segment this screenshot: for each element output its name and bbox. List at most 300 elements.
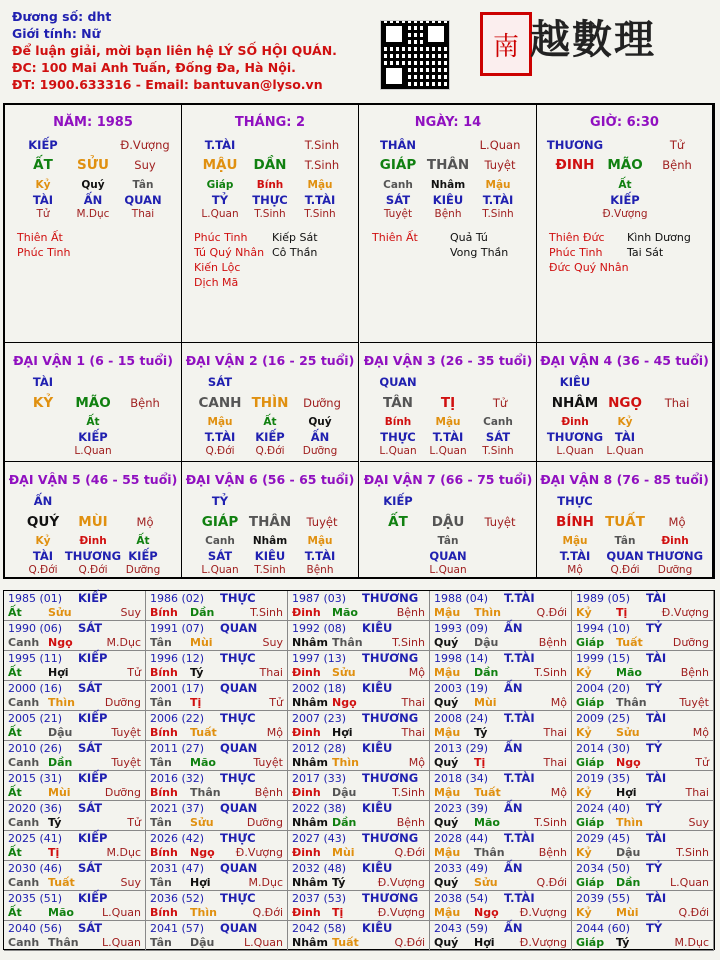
year-god: SÁT: [78, 621, 103, 635]
year-branch: Dậu: [48, 726, 73, 739]
year-stage: Q.Đới: [394, 846, 425, 859]
year-god: ẤN: [504, 921, 523, 935]
year-stage: M.Dục: [106, 636, 141, 649]
year-branch: Dần: [190, 606, 215, 619]
hidden-stem: Tân: [614, 535, 636, 547]
year-cell: [146, 681, 288, 711]
year-god: QUAN: [220, 741, 258, 755]
contact-phone-email: ĐT: 1900.633316 - Email: bantuvan@lyso.vn: [12, 77, 323, 92]
year-label: 2038 (54): [434, 892, 489, 905]
star-label: Dịch Mã: [194, 276, 239, 289]
dai-van-title: ĐẠI VẬN 6 (56 - 65 tuổi): [185, 472, 355, 487]
year-branch: Thân: [48, 936, 79, 949]
year-stem: Bính: [150, 606, 178, 619]
year-stem: Tân: [150, 876, 172, 889]
year-cell: [4, 711, 146, 741]
year-branch: Mão: [190, 756, 216, 769]
subject-name: Đương số: dht: [12, 9, 112, 24]
year-stem: Đinh: [292, 846, 321, 859]
year-branch: Ngọ: [48, 636, 73, 649]
dai-van-branch: MÙI: [78, 514, 108, 530]
dai-van-title: ĐẠI VẬN 4 (36 - 45 tuổi): [540, 353, 709, 368]
dai-van-branch: MÃO: [75, 395, 111, 411]
hidden-stage: L.Quan: [606, 445, 644, 457]
year-stage: Suy: [120, 606, 141, 619]
year-god: TÀI: [646, 651, 667, 665]
year-label: 2016 (32): [150, 772, 205, 785]
year-branch: Dậu: [616, 846, 641, 859]
year-cell: [430, 771, 572, 801]
year-stem: Tân: [150, 696, 172, 709]
year-stem: Nhâm: [292, 876, 328, 889]
hidden-god: SÁT: [385, 193, 411, 207]
year-stem: Bính: [150, 666, 178, 679]
year-stage: Suy: [262, 636, 283, 649]
pillar-god: THÂN: [380, 138, 416, 152]
year-stem: Kỷ: [576, 666, 592, 679]
dai-van-stem: CANH: [198, 395, 242, 411]
year-cell: [572, 651, 714, 681]
year-stem: Canh: [8, 756, 40, 769]
year-god: T.TÀI: [504, 771, 535, 785]
qr-code-icon[interactable]: [380, 20, 450, 90]
year-stage: T.Sinh: [392, 786, 425, 799]
year-branch: Ngọ: [332, 696, 357, 709]
dai-van-cell: [5, 462, 182, 579]
year-stem: Canh: [8, 816, 40, 829]
year-god: THỰC: [220, 831, 256, 845]
dai-van-stage: Bệnh: [130, 396, 160, 410]
dai-van-stem: TÂN: [383, 395, 413, 411]
year-stage: Tử: [127, 816, 141, 829]
hidden-stage: Q.Đới: [255, 445, 285, 457]
dai-van-stem: BÍNH: [556, 514, 594, 530]
hidden-stem: Mậu: [307, 535, 333, 547]
year-cell: [288, 591, 430, 621]
year-cell: [572, 831, 714, 861]
year-god: THƯƠNG: [362, 891, 419, 905]
year-stem: Canh: [8, 936, 40, 949]
year-god: THỰC: [220, 771, 256, 785]
hidden-stage: Q.Đới: [610, 564, 640, 576]
pillar-title: THÁNG: 2: [234, 115, 306, 130]
year-label: 2032 (48): [292, 862, 347, 875]
year-branch: Mùi: [474, 696, 497, 709]
dai-van-title: ĐẠI VẬN 1 (6 - 15 tuổi): [13, 353, 173, 368]
year-god: ẤN: [504, 741, 523, 755]
year-stem: Nhâm: [292, 756, 328, 769]
hidden-stem: Tân: [132, 179, 154, 191]
year-label: 2018 (34): [434, 772, 489, 785]
year-stem: Bính: [150, 786, 178, 799]
year-label: 2002 (18): [292, 682, 347, 695]
year-cell: [4, 591, 146, 621]
year-branch: Tuất: [48, 876, 75, 889]
year-branch: Mùi: [48, 786, 71, 799]
year-god: TÀI: [646, 891, 667, 905]
year-stem: Quý: [434, 876, 459, 889]
year-branch: Tị: [616, 606, 628, 619]
year-stem: Đinh: [292, 606, 321, 619]
year-cell: [146, 711, 288, 741]
year-cell: [4, 651, 146, 681]
year-god: TỶ: [646, 621, 663, 635]
year-cell: [430, 591, 572, 621]
year-stem: Bính: [150, 846, 178, 859]
pillar-stage-top: Tử: [669, 138, 685, 152]
hidden-stem: Đinh: [561, 416, 589, 428]
year-branch: Tý: [48, 816, 62, 829]
year-stage: T.Sinh: [534, 816, 567, 829]
dai-van-god: QUAN: [379, 375, 417, 389]
hidden-god: T.TÀI: [482, 193, 514, 207]
header-info: [12, 8, 337, 93]
year-stage: Tuyệt: [111, 726, 141, 739]
year-stem: Nhâm: [292, 816, 328, 829]
dai-van-god: KIÊU: [559, 375, 591, 389]
year-branch: Hợi: [190, 876, 211, 889]
year-branch: Hợi: [616, 786, 637, 799]
year-branch: Mùi: [616, 906, 639, 919]
year-god: SÁT: [78, 681, 103, 695]
pillar-stage: Suy: [134, 158, 156, 172]
pillar-cell: [5, 105, 182, 343]
year-branch: Tuất: [474, 786, 501, 799]
year-branch: Ngọ: [616, 756, 641, 769]
star-label: Cô Thần: [272, 246, 318, 259]
dai-van-cell: [182, 343, 359, 462]
year-label: 1989 (05): [576, 592, 631, 605]
year-branch: Sửu: [48, 606, 72, 619]
hidden-stem: Canh: [205, 535, 235, 547]
hidden-stage: Q.Đới: [205, 445, 235, 457]
hidden-god: KIẾP: [255, 430, 285, 444]
hidden-stage: Q.Đới: [28, 564, 58, 576]
year-stem: Mậu: [434, 606, 461, 619]
year-label: 2023 (39): [434, 802, 489, 815]
star-label: Tai Sát: [627, 246, 664, 259]
year-label: 2041 (57): [150, 922, 205, 935]
hidden-god: TỶ: [211, 193, 229, 207]
hidden-stem: Quý: [81, 179, 105, 191]
year-label: 2014 (30): [576, 742, 631, 755]
year-stage: M.Dục: [248, 876, 283, 889]
pillar-stem: GIÁP: [379, 157, 417, 173]
hidden-stem: Ất: [263, 416, 277, 428]
year-branch: Mùi: [332, 846, 355, 859]
year-god: KIẾP: [78, 771, 108, 785]
year-god: SÁT: [78, 921, 103, 935]
year-stem: Ất: [8, 606, 22, 619]
year-stem: Giáp: [576, 756, 605, 769]
year-cell: [288, 681, 430, 711]
pillar-title: NĂM: 1985: [53, 115, 133, 130]
year-cell: [430, 741, 572, 771]
year-stem: Kỷ: [576, 786, 592, 799]
year-label: 1995 (11): [8, 652, 63, 665]
pillar-stage: Bệnh: [662, 158, 692, 172]
year-cell: [572, 621, 714, 651]
year-label: 2017 (33): [292, 772, 347, 785]
hidden-stage: Dưỡng: [302, 445, 338, 457]
pillar-stem: MẬU: [202, 157, 238, 173]
year-god: KIÊU: [362, 681, 393, 695]
hidden-god: T.TÀI: [304, 549, 336, 563]
star-label: Kình Dương: [627, 231, 691, 244]
hidden-stem: Kỷ: [617, 416, 633, 428]
year-cell: [4, 861, 146, 891]
hidden-god: THỰC: [380, 430, 416, 444]
year-cell: [288, 921, 430, 951]
year-stage: Thai: [543, 726, 567, 739]
chart-grid: [3, 103, 715, 579]
star-label: Kiếp Sát: [272, 231, 318, 244]
hidden-stage: Dưỡng: [657, 564, 693, 576]
hidden-stem: Kỷ: [35, 535, 51, 547]
year-label: 2027 (43): [292, 832, 347, 845]
year-god: T.TÀI: [504, 831, 535, 845]
year-label: 2024 (40): [576, 802, 631, 815]
hidden-god: T.TÀI: [432, 430, 464, 444]
year-branch: Thìn: [190, 906, 217, 919]
year-label: 2004 (20): [576, 682, 631, 695]
pillar-god: THƯƠNG: [546, 138, 604, 152]
year-god: TỶ: [646, 681, 663, 695]
pillar-branch: MÃO: [607, 157, 643, 173]
year-cell: [572, 771, 714, 801]
year-label: 2030 (46): [8, 862, 63, 875]
dai-van-stage: Dưỡng: [303, 396, 341, 410]
dai-van-stage: Tử: [492, 396, 508, 410]
year-god: ẤN: [504, 621, 523, 635]
hidden-stage: Tuyệt: [383, 208, 413, 220]
year-stem: Tân: [150, 816, 172, 829]
year-stage: Mộ: [408, 666, 425, 679]
star-label: Phúc Tinh: [17, 246, 71, 259]
year-branch: Mão: [616, 666, 642, 679]
hidden-god: THỰC: [252, 193, 288, 207]
pillar-stage-top: Đ.Vượng: [120, 138, 170, 152]
hidden-god: QUAN: [606, 549, 644, 563]
star-label: Thiên Đức: [549, 231, 605, 244]
year-branch: Thân: [190, 786, 221, 799]
year-stage: Mộ: [692, 726, 709, 739]
year-label: 2003 (19): [434, 682, 489, 695]
year-label: 2020 (36): [8, 802, 63, 815]
year-stage: Đ.Vượng: [235, 846, 283, 859]
year-cell: [146, 621, 288, 651]
year-label: 1997 (13): [292, 652, 347, 665]
year-stem: Mậu: [434, 726, 461, 739]
year-branch: Mão: [474, 816, 500, 829]
year-stage: Đ.Vượng: [519, 936, 567, 949]
hidden-stem: Nhâm: [430, 179, 466, 191]
hidden-stem: Bính: [384, 416, 412, 428]
year-cell: [288, 891, 430, 921]
hidden-stage: Bệnh: [434, 208, 462, 220]
year-stem: Quý: [434, 816, 459, 829]
year-stem: Kỷ: [576, 846, 592, 859]
year-branch: Dần: [48, 756, 73, 769]
year-stem: Giáp: [576, 876, 605, 889]
year-branch: Hợi: [332, 726, 353, 739]
year-branch: Dần: [474, 666, 499, 679]
year-stage: Dưỡng: [104, 696, 141, 709]
year-branch: Thân: [474, 846, 505, 859]
year-stage: Bệnh: [254, 786, 283, 799]
hidden-god: QUAN: [429, 549, 467, 563]
dai-van-god: TỶ: [211, 494, 229, 508]
hidden-stem: Đinh: [79, 535, 107, 547]
year-branch: Mão: [48, 906, 74, 919]
year-label: 2012 (28): [292, 742, 347, 755]
star-label: Đức Quý Nhân: [549, 261, 629, 274]
dai-van-cell: [5, 343, 182, 462]
year-label: 2043 (59): [434, 922, 489, 935]
year-stem: Ất: [8, 726, 22, 739]
dai-van-title: ĐẠI VẬN 8 (76 - 85 tuổi): [540, 472, 709, 487]
hidden-stem: Kỷ: [35, 179, 51, 191]
year-cell: [4, 831, 146, 861]
year-branch: Tuất: [332, 936, 359, 949]
year-branch: Sửu: [616, 726, 640, 739]
pillar-cell: [360, 105, 537, 343]
year-stem: Đinh: [292, 726, 321, 739]
year-cell: [288, 711, 430, 741]
dai-van-stage: Tuyệt: [306, 515, 338, 529]
year-stage: Bệnh: [396, 816, 425, 829]
hidden-stage: L.Quan: [379, 445, 417, 457]
year-god: THƯƠNG: [362, 831, 419, 845]
year-stage: Thai: [259, 666, 283, 679]
year-branch: Tị: [474, 756, 486, 769]
seal-stamp: 南: [480, 12, 532, 76]
dai-van-god: TÀI: [32, 375, 54, 389]
year-stem: Giáp: [576, 696, 605, 709]
year-stem: Ất: [8, 906, 22, 919]
year-god: QUAN: [220, 681, 258, 695]
dai-van-stage: Mộ: [668, 515, 686, 529]
year-label: 2005 (21): [8, 712, 63, 725]
year-god: KIÊU: [362, 741, 393, 755]
dai-van-stage: Mộ: [136, 515, 154, 529]
year-cell: [430, 801, 572, 831]
year-cell: [430, 891, 572, 921]
year-branch: Tuất: [190, 726, 217, 739]
year-god: THỰC: [220, 891, 256, 905]
year-stem: Tân: [150, 936, 172, 949]
year-god: TỶ: [646, 921, 663, 935]
year-stage: Đ.Vượng: [377, 876, 425, 889]
year-cell: [146, 891, 288, 921]
year-branch: Thìn: [332, 756, 359, 769]
year-stage: Q.Đới: [536, 606, 567, 619]
hidden-stem: Giáp: [206, 179, 234, 191]
year-branch: Mão: [332, 606, 358, 619]
hidden-stem: Tân: [437, 535, 459, 547]
year-label: 2036 (52): [150, 892, 205, 905]
year-stage: Q.Đới: [394, 936, 425, 949]
year-stage: Tử: [269, 696, 283, 709]
year-god: THƯƠNG: [362, 711, 419, 725]
year-god: THỰC: [220, 591, 256, 605]
year-cell: [4, 741, 146, 771]
year-cell: [146, 771, 288, 801]
year-stem: Canh: [8, 876, 40, 889]
dai-van-branch: THÂN: [248, 514, 292, 530]
dai-van-title: ĐẠI VẬN 2 (16 - 25 tuổi): [185, 353, 355, 368]
year-stage: T.Sinh: [250, 606, 283, 619]
year-branch: Ngọ: [474, 906, 499, 919]
hidden-stage: Dưỡng: [125, 564, 161, 576]
year-stem: Canh: [8, 636, 40, 649]
year-stem: Mậu: [434, 666, 461, 679]
year-branch: Tị: [190, 696, 202, 709]
year-stem: Ất: [8, 666, 22, 679]
year-stage: Suy: [120, 876, 141, 889]
year-cell: [430, 711, 572, 741]
hidden-stage: Mộ: [567, 564, 583, 576]
hidden-stem: Ất: [86, 416, 100, 428]
year-cell: [430, 861, 572, 891]
year-branch: Tị: [48, 846, 60, 859]
hidden-stem: Đinh: [661, 535, 689, 547]
year-stage: Dưỡng: [104, 786, 141, 799]
hidden-god: KIẾP: [78, 430, 108, 444]
year-cell: [430, 921, 572, 951]
year-label: 1999 (15): [576, 652, 631, 665]
dai-van-stem: QUÝ: [26, 514, 60, 530]
year-stage: Bệnh: [680, 666, 709, 679]
year-stem: Đinh: [292, 786, 321, 799]
star-label: Vong Thần: [450, 246, 509, 259]
hidden-stage: Q.Đới: [78, 564, 108, 576]
dai-van-branch: NGỌ: [608, 395, 642, 411]
year-branch: Thìn: [474, 606, 501, 619]
year-stage: Thai: [401, 696, 425, 709]
hidden-stage: L.Quan: [74, 445, 112, 457]
pillar-stage-top: L.Quan: [479, 138, 521, 152]
year-stage: Tuyệt: [111, 756, 141, 769]
year-cell: [572, 711, 714, 741]
hidden-stage: L.Quan: [429, 564, 467, 576]
year-branch: Dậu: [332, 786, 357, 799]
year-branch: Ngọ: [190, 846, 215, 859]
year-label: 2000 (16): [8, 682, 63, 695]
year-stem: Quý: [434, 636, 459, 649]
year-label: 2039 (55): [576, 892, 631, 905]
year-branch: Dậu: [190, 936, 215, 949]
year-label: 1990 (06): [8, 622, 63, 635]
year-god: T.TÀI: [504, 711, 535, 725]
dai-van-title: ĐẠI VẬN 7 (66 - 75 tuổi): [363, 472, 533, 487]
year-label: 2011 (27): [150, 742, 205, 755]
hidden-god: THƯƠNG: [646, 549, 704, 563]
hidden-god: QUAN: [124, 193, 162, 207]
year-stage: L.Quan: [102, 906, 141, 919]
pillar-branch: THÂN: [426, 157, 470, 173]
year-label: 2001 (17): [150, 682, 205, 695]
year-cell: [288, 741, 430, 771]
year-cell: [146, 741, 288, 771]
year-label: 2025 (41): [8, 832, 63, 845]
dai-van-cell: [360, 462, 537, 579]
star-label: Phúc Tinh: [549, 246, 603, 259]
year-god: TÀI: [646, 711, 667, 725]
hidden-stage: T.Sinh: [254, 208, 286, 220]
star-label: Phúc Tinh: [194, 231, 248, 244]
year-label: 2034 (50): [576, 862, 631, 875]
